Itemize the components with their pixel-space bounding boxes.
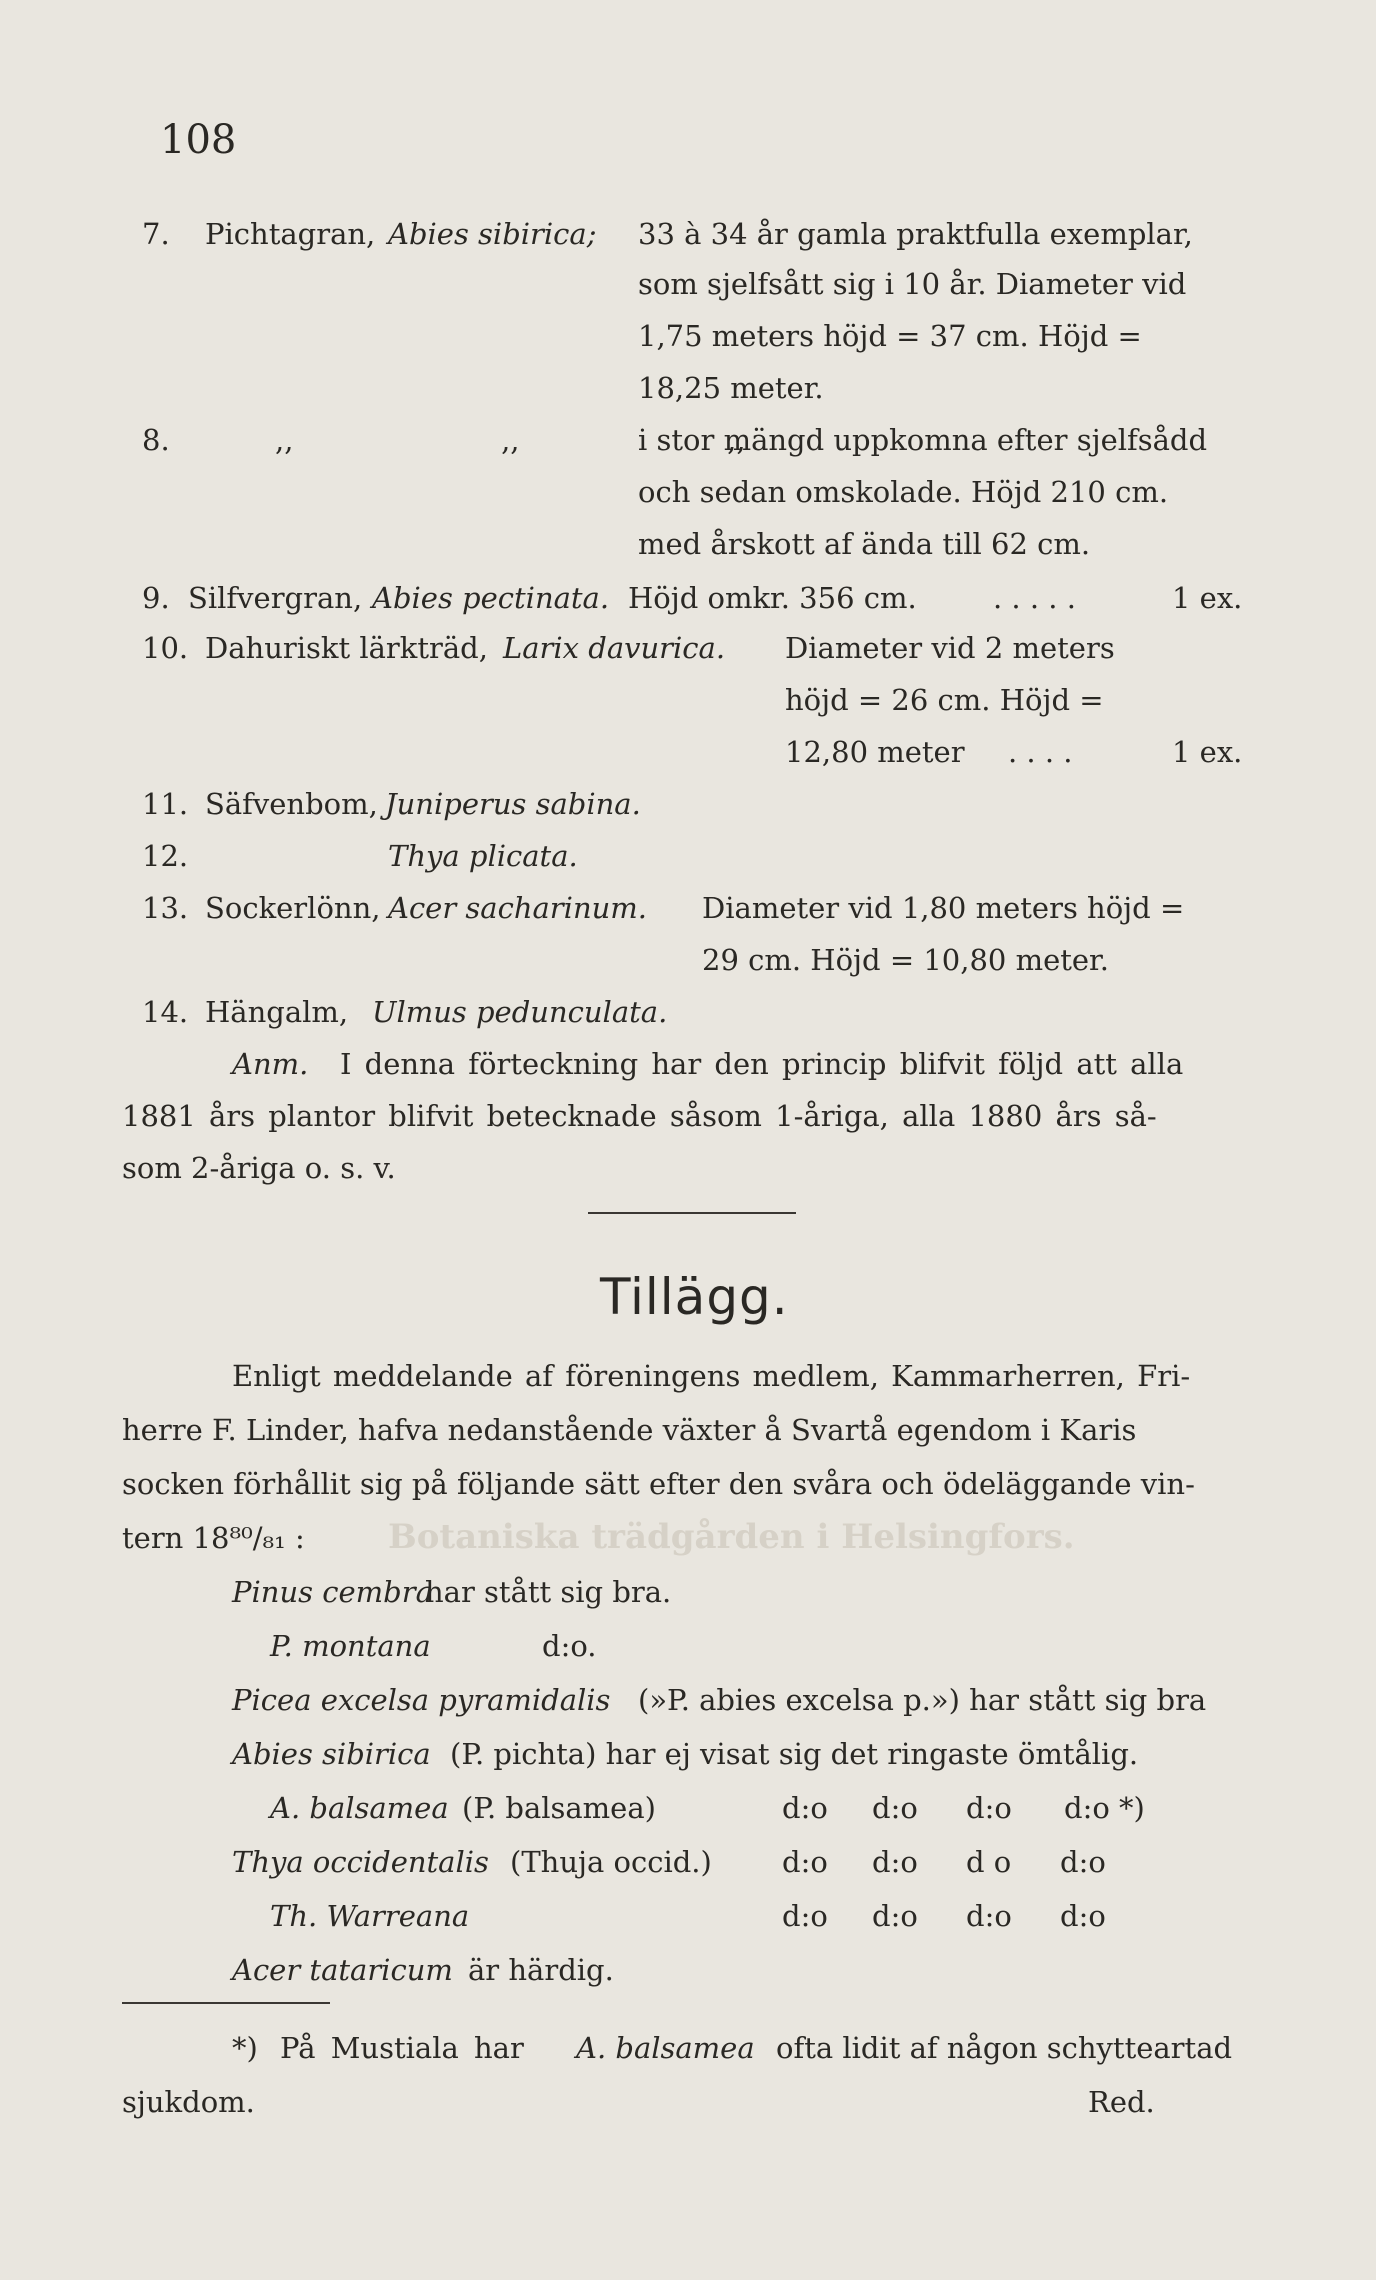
footnote-text: ofta lidit af någon schytteartad [776,2031,1233,2065]
plant-status: (»P. abies excelsa p.») har stått sig bra [638,1683,1207,1717]
entry-13-line: Diameter vid 1,80 meters höjd = [702,891,1185,925]
entry-8-line: och sedan omskolade. Höjd 210 cm. [638,475,1169,509]
entry-9-dots: . . . . . [993,581,1076,615]
note-line: 1881 års plantor blifvit betecknade såsom 1-åriga, alla 1880 års så- [122,1099,1157,1133]
entry-9-text: Höjd omkr. 356 cm. [628,581,917,615]
entry-7-line: 33 à 34 år gamla praktfulla exemplar, [638,217,1193,251]
plant-status: (P. pichta) har ej visat sig det ringaste ömtålig. [450,1737,1139,1771]
page-number: 108 [160,117,237,163]
entry-13-latin: Acer sacharinum. [388,891,648,925]
footnote-latin: A. balsamea [576,2031,755,2065]
entry-7-line: 1,75 meters höjd = 37 cm. Höjd = [638,319,1142,353]
plant-name: Picea excelsa pyramidalis [232,1683,611,1717]
plant-status: d o [966,1845,1012,1879]
plant-status: d:o [782,1791,828,1825]
plant-name: Abies sibirica [232,1737,431,1771]
plant-status: d:o [872,1845,918,1879]
entry-13-line: 29 cm. Höjd = 10,80 meter. [702,943,1109,977]
plant-status: d:o [966,1791,1012,1825]
plant-name: Th. Warreana [270,1899,470,1933]
entry-8-number: 8. [142,423,170,457]
entry-11-latin: Juniperus sabina. [385,787,641,821]
entry-8-ditto: ,, ,, ,, [275,423,746,457]
entry-10-line: 12,80 meter [785,735,965,769]
plant-status: d:o. [542,1629,597,1663]
entry-10-line: Diameter vid 2 meters [785,631,1115,665]
plant-synonym: (Thuja occid.) [510,1845,712,1879]
note-line: som 2-åriga o. s. v. [122,1151,396,1185]
entry-7-line: som sjelfsått sig i 10 år. Diameter vid [638,267,1187,301]
footnote-text: sjukdom. [122,2085,255,2119]
entry-10-name: Dahuriskt lärkträd, [205,631,488,665]
entry-11-name: Säfvenbom, [205,787,378,821]
entry-9-count: 1 ex. [1172,581,1243,615]
plant-status: d:o [782,1845,828,1879]
entry-9-number: 9. [142,581,170,615]
plant-name: A. balsamea [270,1791,449,1825]
plant-status: d:o *) [1064,1791,1145,1825]
intro-line: socken förhållit sig på följande sätt efter den svåra och ödeläggande vin- [122,1467,1195,1501]
note-label: Anm. [232,1047,309,1081]
entry-7-line: 18,25 meter. [638,371,824,405]
entry-10-latin: Larix davurica. [503,631,726,665]
footnote-marker: *) [232,2031,258,2065]
entry-10-count: 1 ex. [1172,735,1243,769]
entry-14-number: 14. [142,995,189,1029]
intro-line: tern 18⁸⁰/₈₁ : [122,1521,305,1555]
plant-status: d:o [1060,1845,1106,1879]
plant-status: d:o [782,1899,828,1933]
plant-name: Pinus cembra [232,1575,433,1609]
intro-line: Enligt meddelande af föreningens medlem, Kammarherren, Fri- [232,1359,1191,1393]
entry-13-number: 13. [142,891,189,925]
plant-status: d:o [1060,1899,1106,1933]
plant-name: Thya occidentalis [232,1845,489,1879]
plant-synonym: (P. balsamea) [462,1791,656,1825]
entry-9-name: Silfvergran, [188,581,363,615]
entry-11-number: 11. [142,787,189,821]
plant-status: d:o [872,1791,918,1825]
supplement-title: Tillägg. [600,1268,789,1326]
entry-10-line: höjd = 26 cm. Höjd = [785,683,1104,717]
entry-7-number: 7. [142,217,170,251]
plant-name: Acer tataricum [232,1953,453,1987]
plant-status: d:o [966,1899,1012,1933]
section-divider [588,1212,796,1214]
showthrough-heading: Botaniska trädgården i Helsingfors. [388,1517,1075,1557]
footnote-signature: Red. [1088,2085,1155,2119]
plant-name: P. montana [270,1629,431,1663]
footnote-text: På Mustiala har [280,2031,524,2065]
entry-10-dots: . . . . [1008,735,1073,769]
entry-7-name: Pichtagran, [205,217,376,251]
entry-12-number: 12. [142,839,189,873]
entry-7-latin: Abies sibirica; [388,217,597,251]
entry-13-name: Sockerlönn, [205,891,381,925]
entry-14-latin: Ulmus pedunculata. [372,995,668,1029]
plant-status: har stått sig bra. [425,1575,672,1609]
footnote-divider [122,2002,330,2004]
intro-line: herre F. Linder, hafva nedanstående växter å Svartå egendom i Karis [122,1413,1137,1447]
entry-8-line: i stor mängd uppkomna efter sjelfsådd [638,423,1208,457]
entry-12-latin: Thya plicata. [388,839,578,873]
entry-8-line: med årskott af ända till 62 cm. [638,527,1091,561]
plant-status: d:o [872,1899,918,1933]
entry-10-number: 10. [142,631,189,665]
entry-9-latin: Abies pectinata. [372,581,610,615]
plant-status: är härdig. [468,1953,614,1987]
entry-14-name: Hängalm, [205,995,349,1029]
note-line: I denna förteckning har den princip blifvit följd att alla [340,1047,1184,1081]
